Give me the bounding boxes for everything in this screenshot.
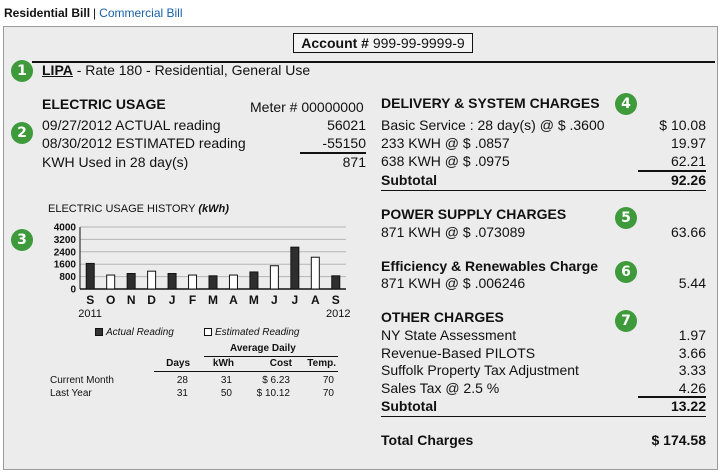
charge-label: NY State Assessment bbox=[381, 327, 517, 343]
bar-actual bbox=[291, 247, 299, 289]
other-title: OTHER CHARGES bbox=[381, 309, 504, 325]
bar-actual bbox=[332, 276, 340, 289]
bar-estimated bbox=[311, 257, 319, 289]
tab-commercial-bill[interactable]: Commercial Bill bbox=[99, 6, 183, 20]
account-number: 999-99-9999-9 bbox=[372, 35, 465, 51]
charge-value: 1.97 bbox=[678, 327, 706, 343]
y-tick-label: 800 bbox=[59, 272, 76, 284]
bar-estimated bbox=[189, 275, 197, 289]
charge-label: Suffolk Property Tax Adjustment bbox=[381, 362, 579, 378]
y-tick-label: 3200 bbox=[53, 234, 76, 246]
delivery-subtotal-label: Subtotal bbox=[381, 172, 437, 188]
charge-label: 871 KWH @ $ .073089 bbox=[381, 224, 526, 240]
efficiency-title: Efficiency & Renewables Charge bbox=[381, 258, 599, 274]
legend-estimated-swatch bbox=[204, 328, 212, 336]
usage-row-label: 09/27/2012 ACTUAL reading bbox=[42, 117, 221, 133]
charge-value: $ 10.08 bbox=[659, 117, 706, 133]
legend-actual-swatch bbox=[95, 328, 103, 336]
charge-label: 233 KWH @ $ .0857 bbox=[381, 135, 510, 151]
usage-title: ELECTRIC USAGE bbox=[42, 96, 166, 112]
total-value: $ 174.58 bbox=[651, 432, 706, 448]
x-tick-label: M bbox=[208, 293, 218, 307]
bar-actual bbox=[209, 276, 217, 289]
bar-estimated bbox=[148, 271, 156, 289]
legend-actual-label: Actual Reading bbox=[106, 327, 174, 338]
avg-daily-header: Average Daily bbox=[230, 343, 296, 354]
x-tick-label: J bbox=[291, 293, 299, 307]
provider-desc: - Rate 180 - Residential, General Use bbox=[76, 62, 311, 78]
bar-actual bbox=[168, 274, 176, 290]
badge-7: 7 bbox=[615, 310, 637, 332]
table-row-label: Last Year bbox=[50, 388, 92, 399]
table-cell: 28 bbox=[176, 375, 188, 386]
x-tick-label: A bbox=[229, 293, 238, 307]
history-unit: (kWh) bbox=[198, 203, 229, 215]
charge-label: Sales Tax @ 2.5 % bbox=[381, 380, 500, 396]
usage-row-label: 08/30/2012 ESTIMATED reading bbox=[42, 135, 246, 151]
x-tick-label: J bbox=[168, 293, 176, 307]
year-label: 2011 bbox=[78, 308, 102, 320]
badge-4: 4 bbox=[615, 93, 637, 115]
x-tick-label: D bbox=[147, 293, 156, 307]
table-row-label: Current Month bbox=[50, 375, 114, 386]
provider-name: LIPA bbox=[42, 62, 73, 78]
table-cell: 31 bbox=[220, 375, 232, 386]
legend-estimated bbox=[204, 327, 300, 338]
charge-value: 3.33 bbox=[678, 362, 706, 378]
y-tick-label: 1600 bbox=[53, 259, 76, 271]
table-cell: $ 10.12 bbox=[256, 388, 290, 399]
col-days: Days bbox=[166, 358, 190, 369]
badge-6: 6 bbox=[615, 261, 637, 283]
charge-value: 5.44 bbox=[678, 275, 706, 291]
bar-estimated bbox=[229, 275, 237, 289]
legend-estimated-label: Estimated Reading bbox=[215, 327, 300, 338]
table-cell: 70 bbox=[322, 388, 334, 399]
charge-value: 62.21 bbox=[670, 153, 706, 169]
badge-1: 1 bbox=[11, 60, 33, 82]
bill-panel bbox=[3, 26, 718, 470]
usage-row-label: KWH Used in 28 day(s) bbox=[42, 154, 189, 170]
provider-line bbox=[42, 62, 310, 78]
col-kwh: kWh bbox=[212, 358, 234, 369]
table-cell: 50 bbox=[220, 388, 232, 399]
x-tick-label: M bbox=[248, 293, 259, 307]
x-tick-label: S bbox=[331, 293, 340, 307]
delivery-title: DELIVERY & SYSTEM CHARGES bbox=[381, 95, 600, 111]
tab-separator: | bbox=[93, 6, 97, 20]
y-tick-label: 4000 bbox=[53, 223, 76, 234]
legend-actual bbox=[95, 327, 174, 338]
x-tick-label: A bbox=[310, 293, 320, 307]
badge-3: 3 bbox=[11, 229, 33, 251]
x-tick-label: F bbox=[188, 293, 197, 307]
y-tick-label: 2400 bbox=[53, 247, 76, 259]
tab-residential-bill[interactable]: Residential Bill bbox=[4, 6, 91, 20]
table-cell: 70 bbox=[322, 375, 334, 386]
history-title: ELECTRIC USAGE HISTORY bbox=[48, 203, 196, 215]
x-tick-label: N bbox=[126, 293, 136, 307]
charge-value: 63.66 bbox=[670, 224, 706, 240]
charge-label: Revenue-Based PILOTS bbox=[381, 345, 536, 361]
delivery-subtotal: 92.26 bbox=[670, 172, 706, 188]
meter-number: Meter # 00000000 bbox=[250, 99, 364, 115]
charge-value: 3.66 bbox=[678, 345, 706, 361]
delivery-bottom-rule bbox=[381, 190, 706, 191]
charge-label: Basic Service : 28 day(s) @ $ .3600 bbox=[381, 117, 605, 133]
charge-label: 638 KWH @ $ .0975 bbox=[381, 153, 510, 169]
bar-actual bbox=[127, 274, 135, 290]
table-cell: $ 6.23 bbox=[262, 375, 290, 386]
usage-history-chart bbox=[4, 223, 364, 323]
year-label: 2012 bbox=[326, 308, 351, 320]
col-temp: Temp. bbox=[307, 358, 336, 369]
history-title-line bbox=[48, 203, 229, 215]
col-cost: Cost bbox=[269, 358, 292, 369]
charge-value: 19.97 bbox=[670, 135, 706, 151]
bar-estimated bbox=[270, 266, 278, 289]
usage-row-value: -55150 bbox=[322, 135, 366, 151]
bar-actual bbox=[250, 272, 258, 289]
usage-row-value: 871 bbox=[342, 154, 366, 170]
charge-value: 4.26 bbox=[678, 380, 706, 396]
avg-table-rule bbox=[154, 371, 338, 372]
usage-row-value: 56021 bbox=[327, 117, 366, 133]
other-subtotal-label: Subtotal bbox=[381, 398, 437, 414]
total-label: Total Charges bbox=[381, 432, 474, 448]
account-label: Account # bbox=[301, 35, 369, 51]
other-bottom-rule bbox=[381, 416, 706, 417]
x-tick-label: J bbox=[271, 293, 278, 307]
avg-daily-rule bbox=[204, 356, 338, 357]
charge-label: 871 KWH @ $ .006246 bbox=[381, 275, 526, 291]
badge-5: 5 bbox=[615, 207, 637, 229]
x-tick-label: S bbox=[86, 293, 95, 307]
power-title: POWER SUPPLY CHARGES bbox=[381, 206, 567, 222]
table-cell: 31 bbox=[176, 388, 188, 399]
bar-actual bbox=[86, 263, 94, 289]
bill-type-tabs bbox=[4, 6, 183, 20]
x-tick-label: O bbox=[106, 293, 116, 307]
other-subtotal: 13.22 bbox=[670, 398, 706, 414]
badge-2: 2 bbox=[11, 122, 33, 144]
account-number-box bbox=[293, 33, 473, 53]
bar-estimated bbox=[107, 275, 115, 289]
y-tick-label: 0 bbox=[70, 284, 76, 296]
